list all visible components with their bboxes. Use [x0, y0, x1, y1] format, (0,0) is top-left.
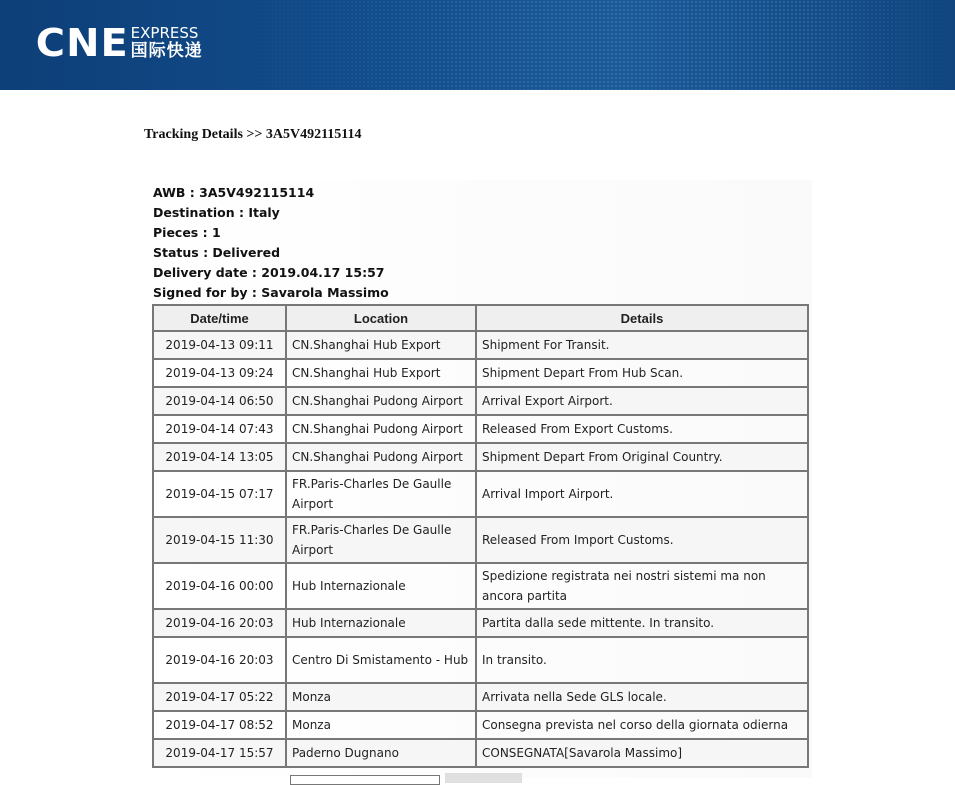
pieces: Pieces : 1 — [153, 225, 221, 240]
cell-location: Monza — [286, 683, 476, 711]
cell-location: Hub Internazionale — [286, 609, 476, 637]
cell-details: Released From Export Customs. — [476, 415, 808, 443]
cell-location: FR.Paris-Charles De Gaulle Airport — [286, 471, 476, 517]
cell-details: Arrival Export Airport. — [476, 387, 808, 415]
cell-details: Arrival Import Airport. — [476, 471, 808, 517]
cell-details: Shipment For Transit. — [476, 331, 808, 359]
breadcrumb: Tracking Details >> 3A5V492115114 — [144, 127, 362, 142]
status: Status : Delivered — [153, 245, 281, 260]
cell-datetime: 2019-04-16 20:03 — [153, 637, 286, 683]
table-row — [153, 471, 808, 517]
header-banner — [0, 0, 955, 90]
logo-cn: 国际快递 — [130, 40, 203, 61]
table-row — [153, 609, 808, 637]
search-button[interactable] — [445, 773, 522, 783]
cell-datetime: 2019-04-15 07:17 — [153, 471, 286, 517]
cell-datetime: 2019-04-13 09:11 — [153, 331, 286, 359]
search-input[interactable] — [290, 775, 440, 785]
world-map-pattern — [230, 0, 955, 90]
table-row — [153, 387, 808, 415]
table-row — [153, 739, 808, 767]
logo-sub: EXPRESS — [130, 23, 199, 42]
cell-datetime: 2019-04-17 15:57 — [153, 739, 286, 767]
cell-details: Shipment Depart From Original Country. — [476, 443, 808, 471]
cell-location: FR.Paris-Charles De Gaulle Airport — [286, 517, 476, 563]
cell-details: CONSEGNATA[Savarola Massimo] — [476, 739, 808, 767]
table-row — [153, 415, 808, 443]
cell-location: CN.Shanghai Hub Export — [286, 359, 476, 387]
cell-location: CN.Shanghai Hub Export — [286, 331, 476, 359]
cell-location: CN.Shanghai Pudong Airport — [286, 443, 476, 471]
table-row — [153, 563, 808, 609]
cell-datetime: 2019-04-17 05:22 — [153, 683, 286, 711]
table-row — [153, 683, 808, 711]
cell-location: Hub Internazionale — [286, 563, 476, 609]
header-location: Location — [286, 305, 476, 331]
cell-details: Shipment Depart From Hub Scan. — [476, 359, 808, 387]
table-row — [153, 711, 808, 739]
cell-datetime: 2019-04-16 00:00 — [153, 563, 286, 609]
cell-details: In transito. — [476, 637, 808, 683]
cell-datetime: 2019-04-14 13:05 — [153, 443, 286, 471]
shipment-info — [153, 183, 389, 303]
table-row — [153, 359, 808, 387]
cell-details: Consegna prevista nel corso della giornata odierna — [476, 711, 808, 739]
logo-main: CNE — [35, 21, 129, 65]
cell-location: Monza — [286, 711, 476, 739]
table-row — [153, 637, 808, 683]
cell-datetime: 2019-04-13 09:24 — [153, 359, 286, 387]
cell-location: CN.Shanghai Pudong Airport — [286, 415, 476, 443]
table-row — [153, 331, 808, 359]
cell-datetime: 2019-04-16 20:03 — [153, 609, 286, 637]
table-row — [153, 517, 808, 563]
cell-details: Spedizione registrata nei nostri sistemi ma non ancora partita — [476, 563, 808, 609]
signed-for: Signed for by : Savarola Massimo — [153, 285, 389, 300]
cell-location: CN.Shanghai Pudong Airport — [286, 387, 476, 415]
header-datetime: Date/time — [153, 305, 286, 331]
cell-datetime: 2019-04-14 07:43 — [153, 415, 286, 443]
destination: Destination : Italy — [153, 205, 280, 220]
cne-logo[interactable] — [35, 21, 203, 65]
header-details: Details — [476, 305, 808, 331]
tracking-table — [152, 304, 809, 768]
table-row — [153, 443, 808, 471]
cell-datetime: 2019-04-15 11:30 — [153, 517, 286, 563]
cell-details: Partita dalla sede mittente. In transito. — [476, 609, 808, 637]
cell-location: Centro Di Smistamento - Hub — [286, 637, 476, 683]
awb: AWB : 3A5V492115114 — [153, 185, 315, 200]
cell-details: Released From Import Customs. — [476, 517, 808, 563]
cell-datetime: 2019-04-17 08:52 — [153, 711, 286, 739]
cell-datetime: 2019-04-14 06:50 — [153, 387, 286, 415]
cell-details: Arrivata nella Sede GLS locale. — [476, 683, 808, 711]
delivery-date: Delivery date : 2019.04.17 15:57 — [153, 265, 385, 280]
cell-location: Paderno Dugnano — [286, 739, 476, 767]
